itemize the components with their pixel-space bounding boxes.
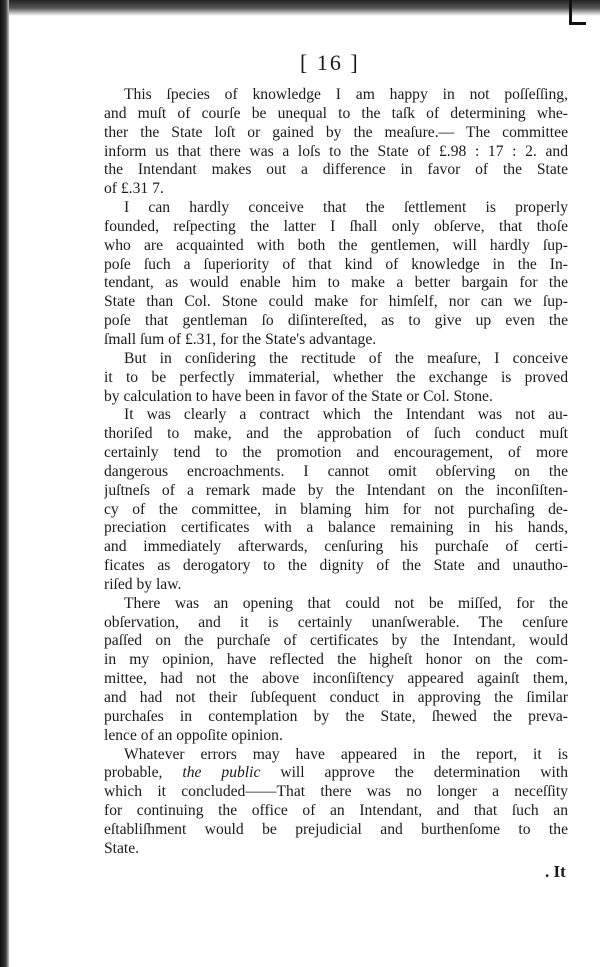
- text-line: State than Col. Stone could make for himſelf, nor can we ſup-: [104, 293, 568, 311]
- text-line: I can hardly conceive that the ſettlement is properly: [124, 199, 568, 217]
- text-line: But in conſidering the rectitude of the meaſure, I conceive: [124, 349, 568, 367]
- scan-top-edge: [0, 0, 600, 16]
- text-line: for continuing the office of an Intendant, and that ſuch an: [104, 802, 568, 820]
- text-line: lence of an oppoſite opinion.: [104, 726, 283, 744]
- italic-phrase: the public: [182, 764, 261, 782]
- text-line: State.: [104, 839, 140, 857]
- text-line: ther the State loſt or gained by the meaſure.— The committee: [104, 123, 568, 141]
- text-line: the Intendant makes out a difference in favor of the State: [104, 161, 568, 179]
- text-line: inform us that there was a loſs to the State of £.98 : 17 : 2. and: [104, 142, 568, 160]
- text-line: riſed by law.: [104, 575, 182, 593]
- text-line: This ſpecies of knowledge I am happy in not poſſeſſing,: [124, 86, 568, 103]
- text-line: and immediately afterwards, cenſuring his purchaſe of certi-: [104, 538, 568, 556]
- paragraph: [104, 746, 568, 859]
- text-line: which it concluded——That there was no longer a neceſſity: [104, 783, 568, 801]
- text-line: Whatever errors may have appeared in the report, it is: [124, 745, 568, 763]
- paragraph: [104, 406, 568, 594]
- paragraph: [104, 199, 568, 350]
- text-line: and muſt of courſe be unequal to the taſk of determining whe-: [104, 104, 568, 122]
- text-line: cy of the committee, in blaming him for not purchaſing de-: [104, 500, 568, 518]
- text-line: ſmall ſum of £.31, for the State's advantage.: [104, 330, 377, 348]
- text-line: who are acquainted with both the gentlemen, will hardly ſup-: [104, 236, 568, 254]
- scan-left-edge: [0, 0, 9, 967]
- text-line: certainly tend to the promotion and encouragement, of more: [104, 444, 568, 462]
- text-line: in my opinion, have reflected the higheſt honor on the com-: [104, 651, 568, 669]
- text-line: juſtneſs of a remark made by the Intendant on the inconſiſten-: [104, 481, 568, 499]
- text-line: poſe that gentleman ſo diſintereſted, as to give up even the: [104, 312, 568, 330]
- text-line: obſervation, and it is certainly unanſwerable. The cenſure: [104, 613, 568, 631]
- text-line: tendant, as would enable him to make a better bargain for the: [104, 274, 568, 292]
- paragraph: [104, 86, 568, 199]
- paragraph: [104, 350, 568, 407]
- text-line: paſſed on the purchaſe of certificates by the Intendant, would: [104, 632, 568, 650]
- text-line: mittee, had not the above inconſiſtency appeared againſt them,: [104, 670, 568, 688]
- text-line: it to be perfectly immaterial, whether the exchange is proved: [104, 368, 568, 386]
- text-line: eſtabliſhment would be prejudicial and burthenſome to the: [104, 820, 568, 838]
- text-line: preciation certificates with a balance remaining in his hands,: [104, 519, 568, 537]
- text-line: purchaſes in contemplation by the State, ſhewed the preva-: [104, 707, 568, 725]
- text-line: of £.31 7.: [104, 180, 164, 198]
- text-line: founded, reſpecting the latter I ſhall only obſerve, that thoſe: [104, 217, 568, 235]
- text-line: by calculation to have been in favor of the State or Col. Stone.: [104, 387, 493, 405]
- scan-corner-mark: [569, 0, 586, 25]
- text-line: thoriſed to make, and the approbation of ſuch conduct muſt: [104, 425, 568, 443]
- text-line: dangerous encroachments. I cannot omit obſerving on the: [104, 462, 568, 480]
- text-line: and had not their ſubſequent conduct in approving the ſimilar: [104, 689, 568, 706]
- catchword: . It: [545, 862, 566, 881]
- text-line: poſe ſuch a ſuperiority of that kind of knowledge in the In-: [104, 255, 568, 273]
- document-body: [104, 86, 568, 859]
- text-line: It was clearly a contract which the Intendant was not au-: [124, 406, 568, 424]
- paragraph: [104, 595, 568, 746]
- page-number: [ 16 ]: [300, 50, 360, 75]
- text-line: There was an opening that could not be miſſed, for the: [124, 594, 568, 612]
- text-line: probable, the public will approve the determination with: [104, 764, 568, 782]
- text-line: ficates as derogatory to the dignity of the State and unautho-: [104, 557, 568, 575]
